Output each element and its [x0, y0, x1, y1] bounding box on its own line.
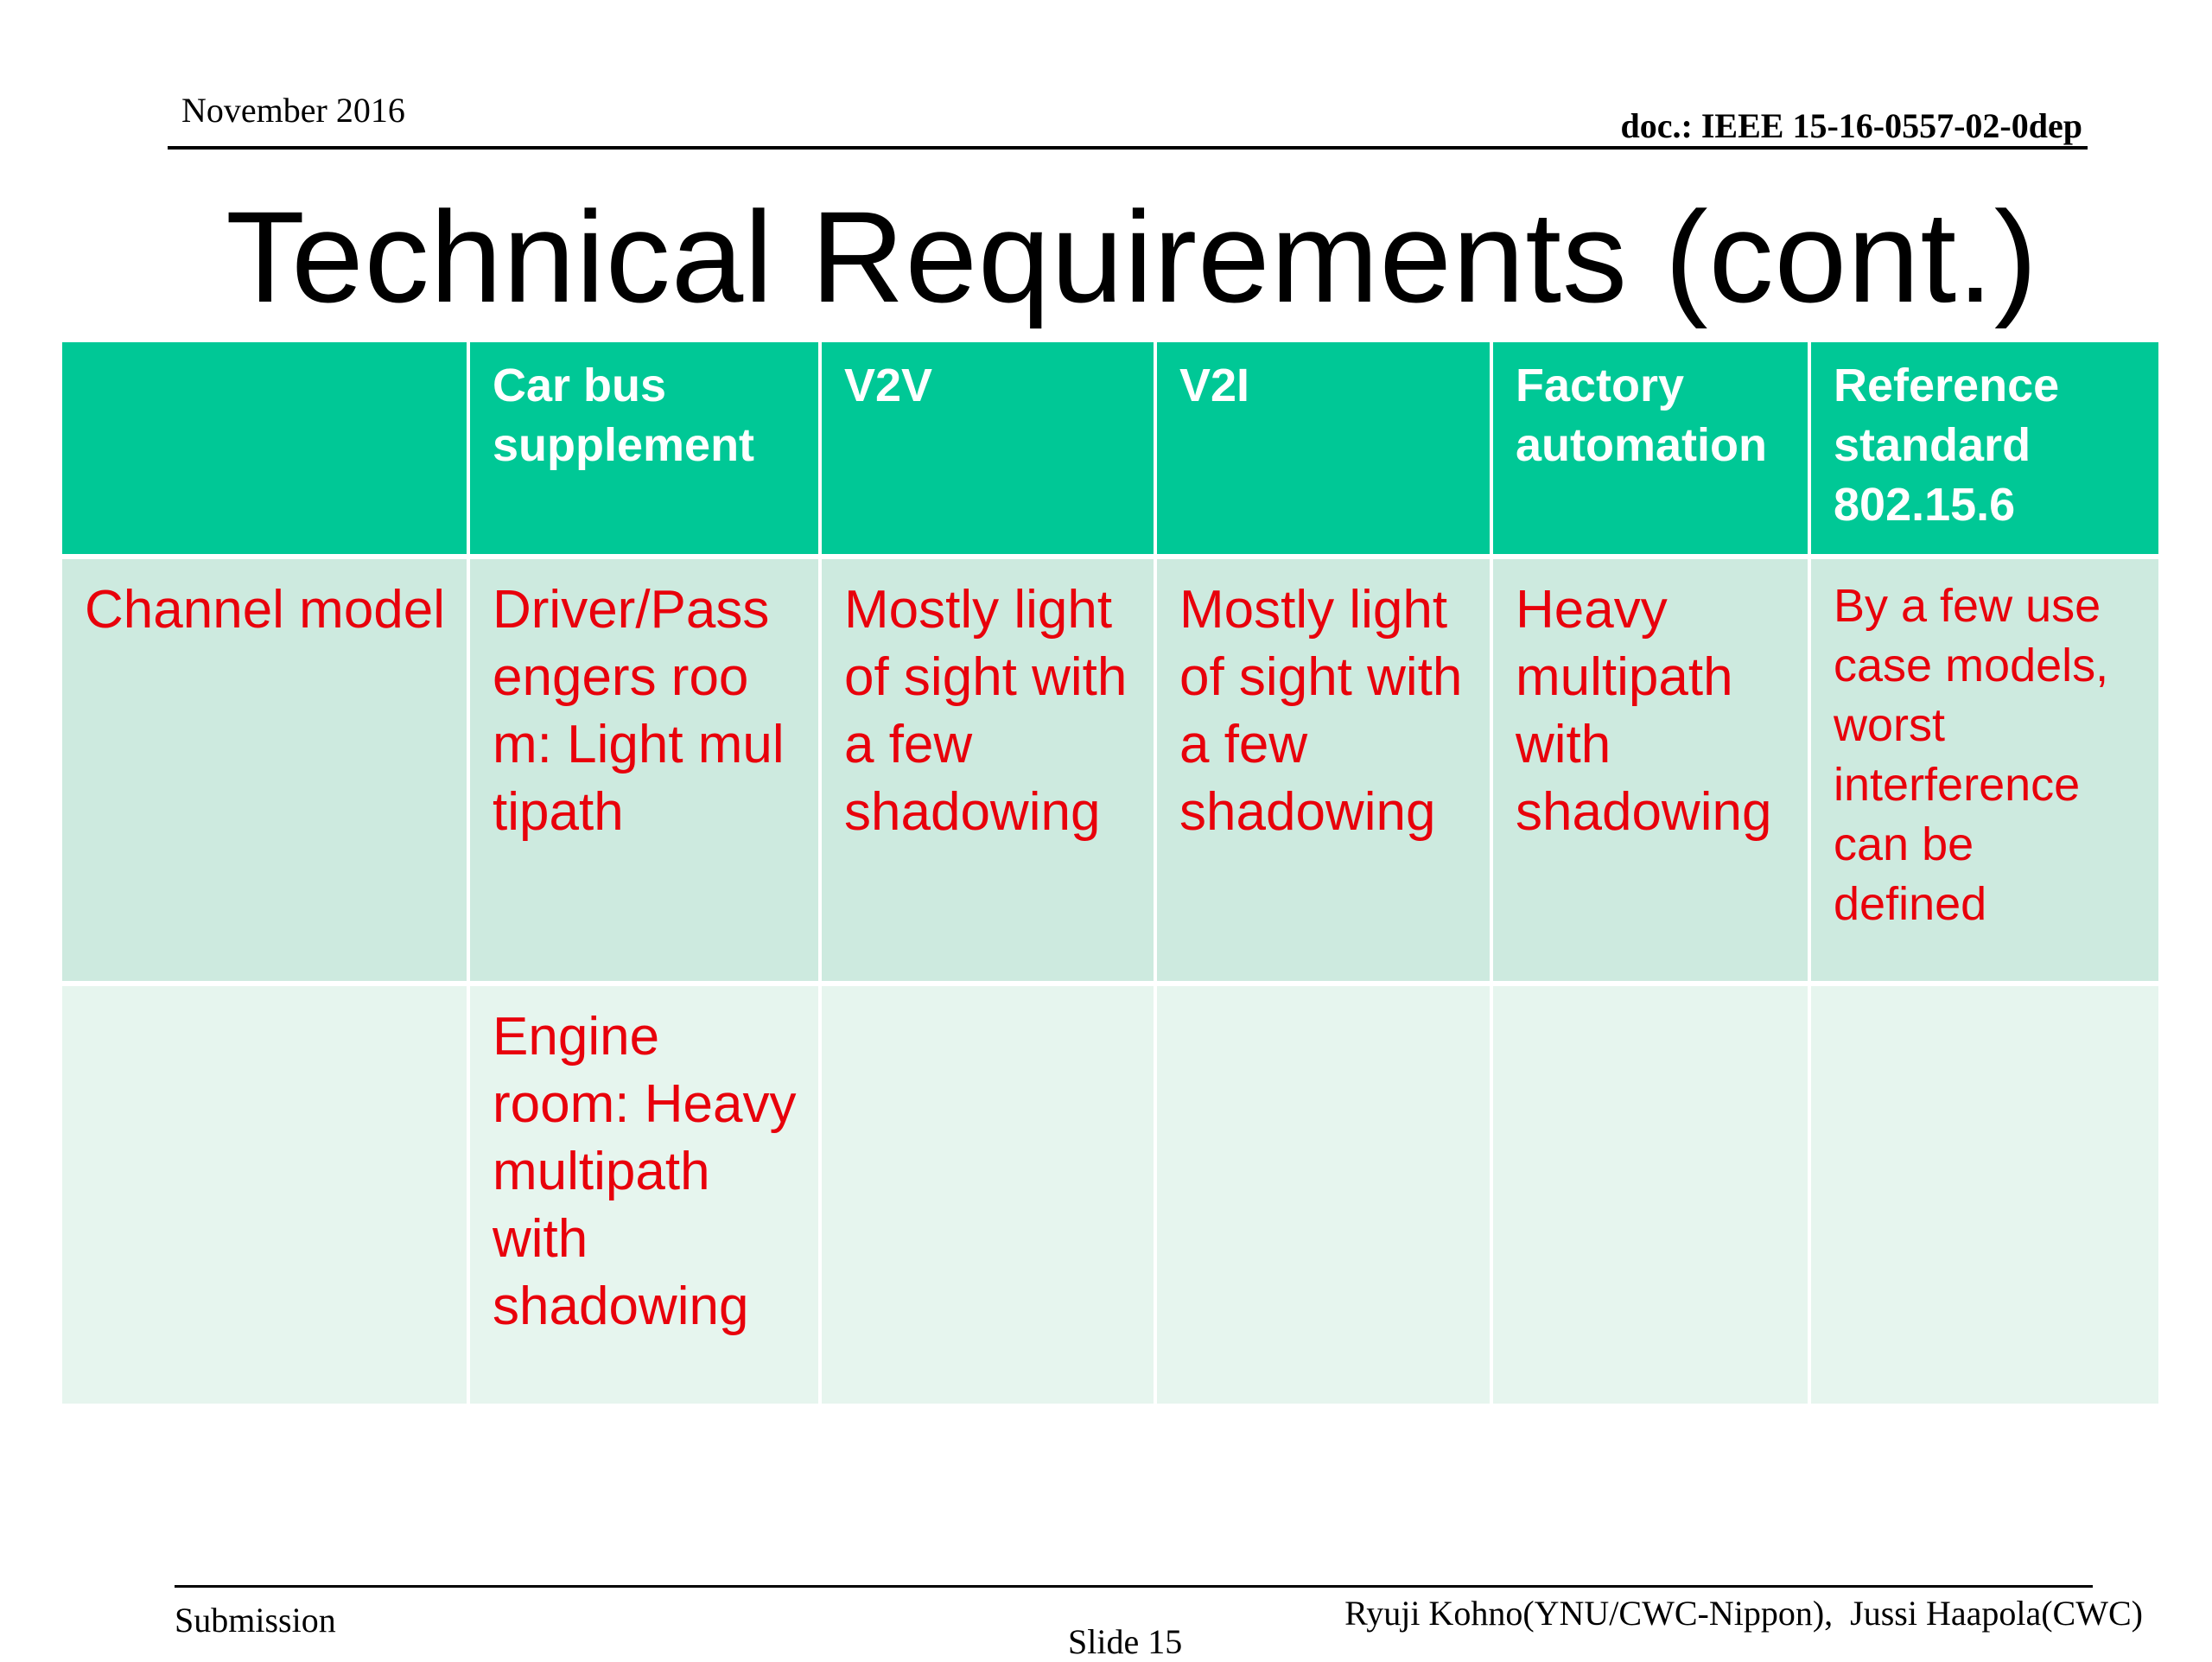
table-row	[62, 557, 2158, 984]
footer-authors: Ryuji Kohno(YNU/CWC-Nippon), Jussi Haapola(CWC)	[1344, 1594, 2143, 1633]
header-doc-id: doc.: IEEE 15-16-0557-02-0dep	[1620, 106, 2082, 145]
cell-car-bus: Driver/Passengers room: Light multipath	[468, 557, 820, 984]
cell-empty	[1809, 984, 2158, 1404]
cell-engine-room: Engine room: Heavy multipath with shadowing	[468, 984, 820, 1404]
requirements-table	[62, 342, 2158, 1404]
cell-v2v: Mostly light of sight with a few shadowing	[820, 557, 1155, 984]
cell-empty	[1491, 984, 1809, 1404]
header-cell-v2v: V2V	[820, 342, 1155, 557]
header-cell-factory: Factory automation	[1491, 342, 1809, 557]
cell-empty	[1155, 984, 1491, 1404]
header-rule	[168, 146, 2088, 150]
cell-reference: By a few use case models, worst interference can be defined	[1809, 557, 2158, 984]
header-cell-car-bus: Car bus supplement	[468, 342, 820, 557]
cell-empty	[820, 984, 1155, 1404]
table-row	[62, 984, 2158, 1404]
header-date: November 2016	[181, 91, 405, 130]
cell-v2i: Mostly light of sight with a few shadowing	[1155, 557, 1491, 984]
footer-slide-number: Slide 15	[1068, 1622, 1183, 1661]
table-header-row	[62, 342, 2158, 557]
header-cell-v2i: V2I	[1155, 342, 1491, 557]
row-label-channel-model: Channel model	[62, 557, 468, 984]
header-cell-empty	[62, 342, 468, 557]
row-label-empty	[62, 984, 468, 1404]
footer-rule	[175, 1585, 2093, 1588]
cell-factory: Heavy multipath with shadowing	[1491, 557, 1809, 984]
slide-title: Technical Requirements (cont.)	[226, 184, 2038, 329]
footer-submission: Submission	[175, 1601, 336, 1640]
header-cell-reference: Reference standard 802.15.6	[1809, 342, 2158, 557]
